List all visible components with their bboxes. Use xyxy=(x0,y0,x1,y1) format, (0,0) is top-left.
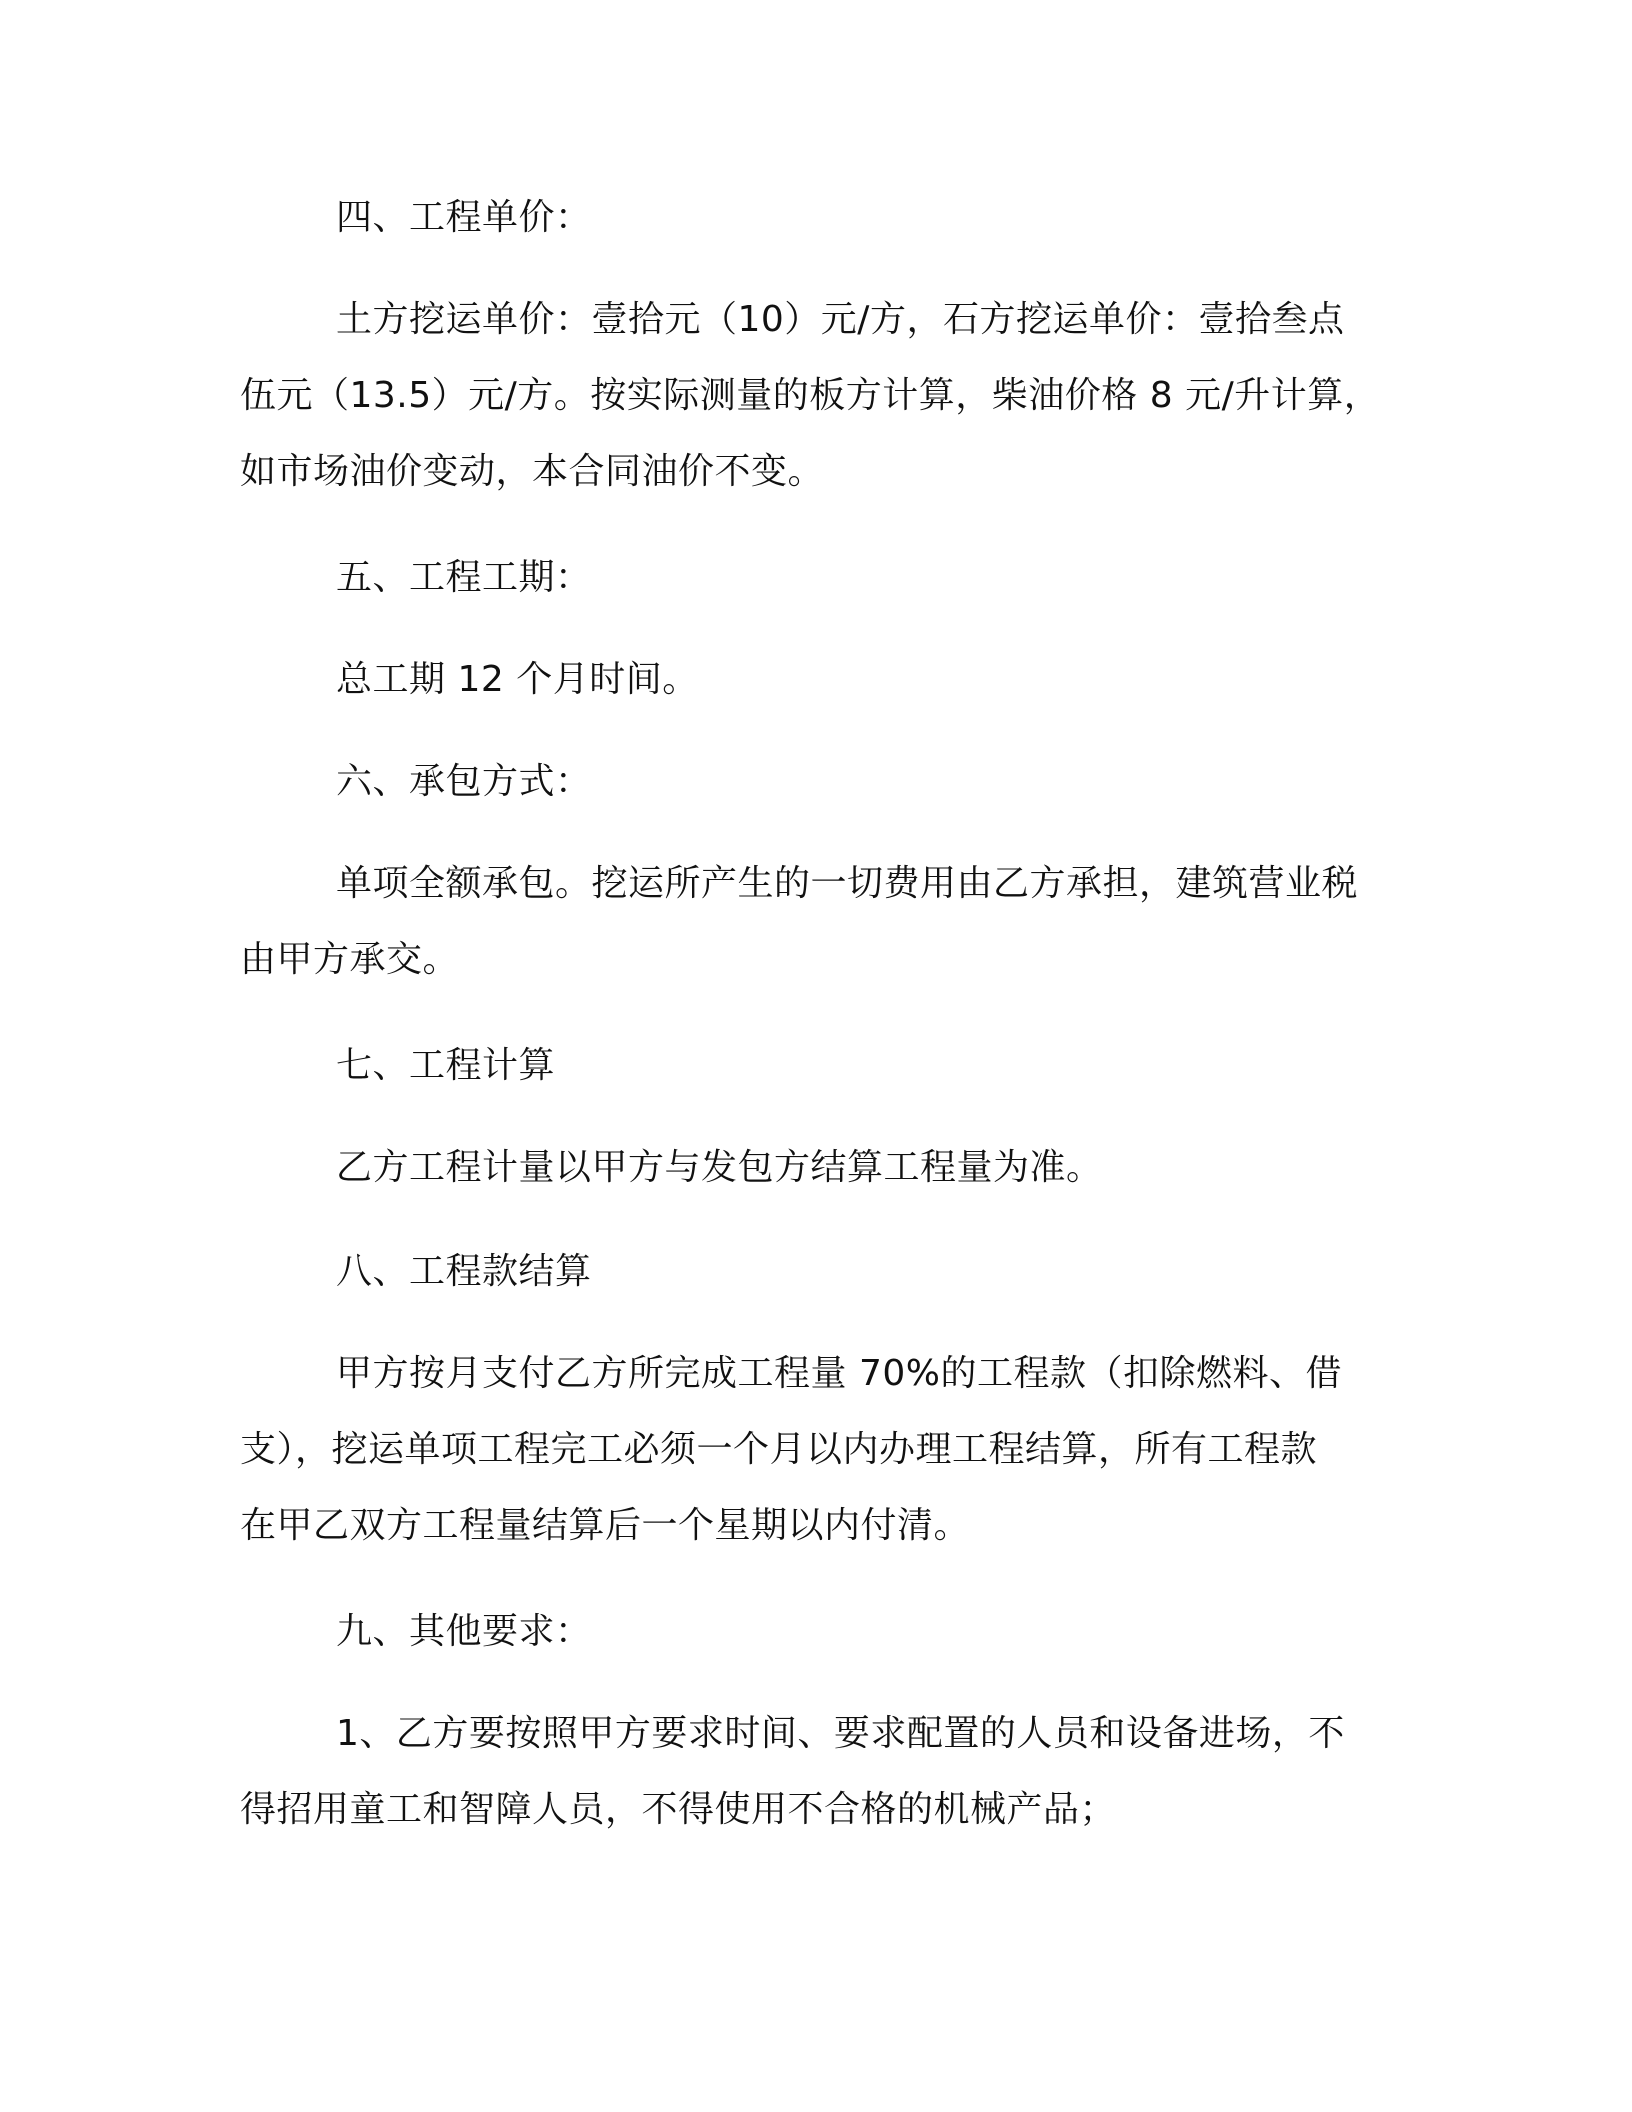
paragraph-line: 乙方工程计量以甲方与发包方结算工程量为准。 xyxy=(336,1147,1103,1188)
paragraph-line: 支），挖运单项工程完工必须一个月以内办理工程结算，所有工程款 xyxy=(240,1429,1318,1470)
paragraph-line: 土方挖运单价：壹拾元（10）元/方，石方挖运单价：壹拾叁点 xyxy=(336,299,1345,340)
section-heading-contract-method: 六、承包方式： xyxy=(336,761,592,802)
paragraph-line: 总工期 12 个月时间。 xyxy=(336,659,699,700)
paragraph-line: 得招用童工和智障人员，不得使用不合格的机械产品； xyxy=(240,1789,1117,1830)
section-heading-settlement: 八、工程款结算 xyxy=(336,1251,592,1292)
paragraph-line: 单项全额承包。挖运所产生的一切费用由乙方承担，建筑营业税 xyxy=(336,863,1359,904)
section-heading-calculation: 七、工程计算 xyxy=(336,1045,556,1086)
paragraph-line: 甲方按月支付乙方所完成工程量 70%的工程款（扣除燃料、借 xyxy=(336,1353,1342,1394)
paragraph-line: 1、乙方要按照甲方要求时间、要求配置的人员和设备进场，不 xyxy=(336,1713,1345,1754)
paragraph-line: 伍元（13.5）元/方。按实际测量的板方计算，柴油价格 8 元/升计算， xyxy=(240,375,1381,416)
paragraph-line: 在甲乙双方工程量结算后一个星期以内付清。 xyxy=(240,1505,971,1546)
section-heading-duration: 五、工程工期： xyxy=(336,557,592,598)
section-heading-other-requirements: 九、其他要求： xyxy=(336,1611,592,1652)
paragraph-line: 如市场油价变动，本合同油价不变。 xyxy=(240,451,825,492)
paragraph-line: 由甲方承交。 xyxy=(240,939,460,980)
section-heading-unit-price: 四、工程单价： xyxy=(336,197,592,238)
